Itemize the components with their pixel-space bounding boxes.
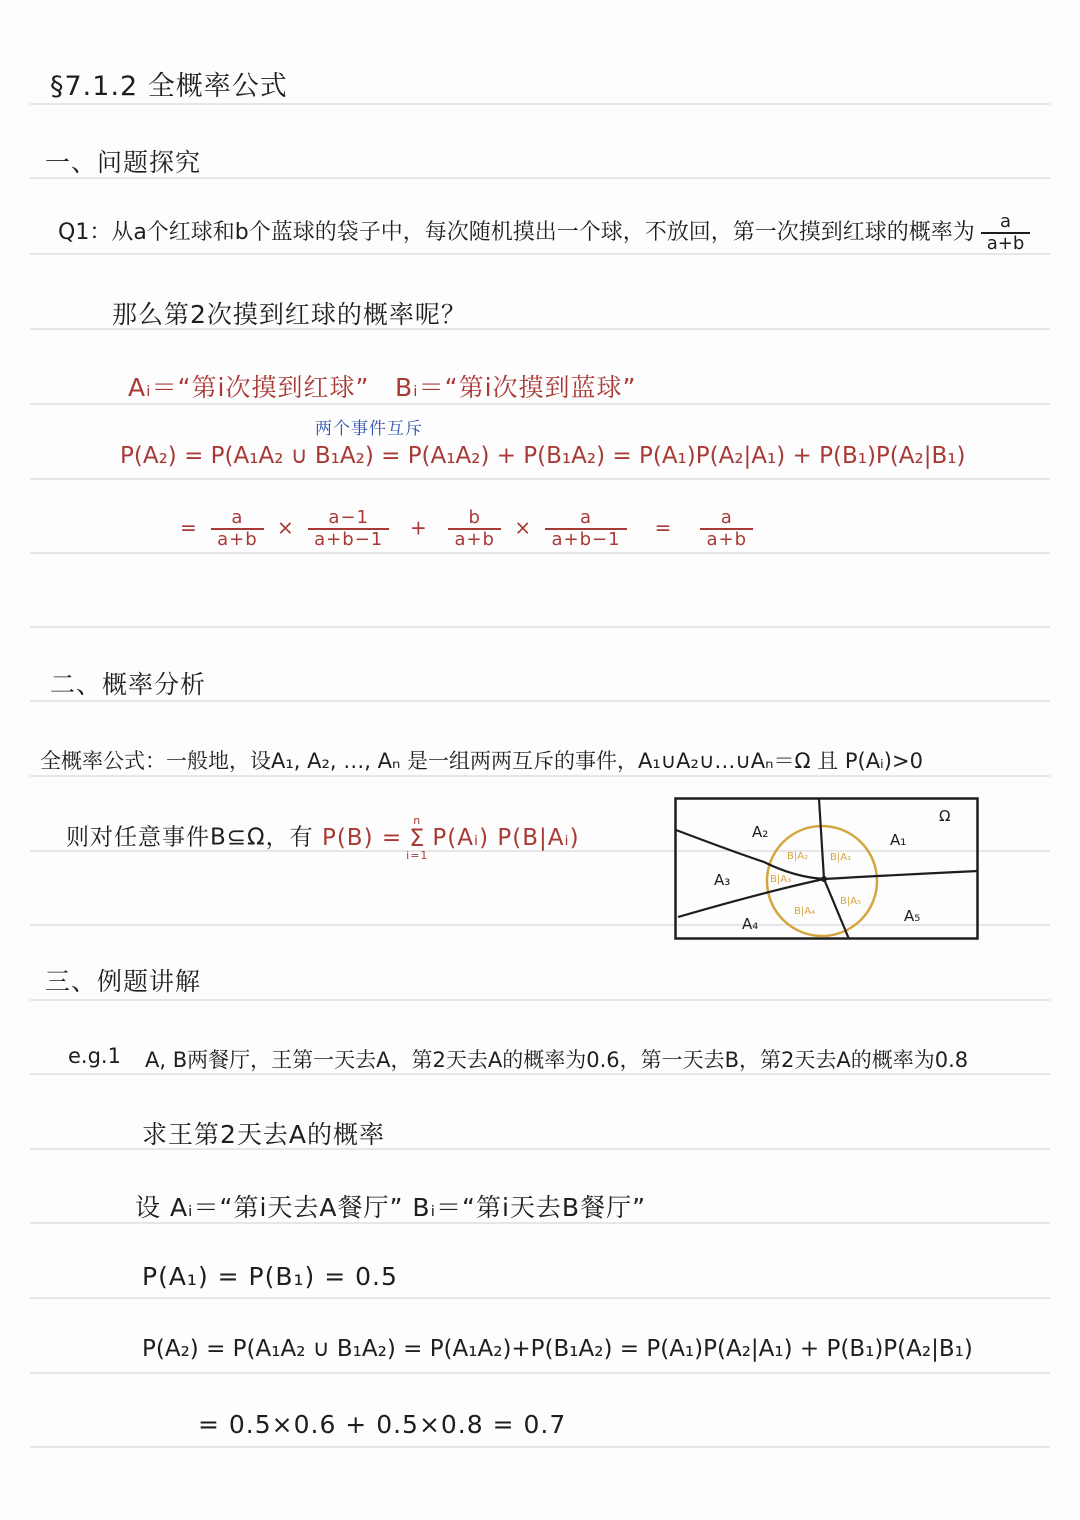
question-1 [58, 212, 1036, 254]
fraction [211, 508, 264, 550]
sum-upper: n [413, 814, 422, 827]
numerator: a [720, 507, 733, 528]
example-text: A, B两餐厅，王第一天去A，第2天去A的概率为0.6，第一天去B，第2天去A的概率为0.8 [145, 1048, 969, 1072]
sigma-icon: Σ [409, 824, 426, 852]
fraction [545, 508, 626, 550]
rule-line [30, 1372, 1050, 1374]
numerator: a−1 [328, 507, 369, 528]
inner-b-a2: B|A₂ [787, 851, 809, 862]
sample-space-box [676, 799, 978, 939]
denominator: a+b [211, 528, 264, 550]
page-title: §7.1.2 全概率公式 [50, 71, 288, 102]
region-a2: A₂ [752, 823, 769, 841]
rule-line [30, 103, 1050, 105]
inner-b-a5: B|A₅ [840, 896, 862, 907]
total-probability-definition: 全概率公式：一般地，设A₁, A₂, …, Aₙ 是一组两两互斥的事件，A₁∪A₂∪…∪Aₙ＝Ω 且 P(Aᵢ)>0 [40, 749, 923, 773]
rule-line [30, 552, 1050, 554]
example-total-probability: P(A₂) = P(A₁A₂ ∪ B₁A₂) = P(A₁A₂)+P(B₁A₂) = P(A₁)P(A₂|A₁) + P(B₁)P(A₂|B₁) [142, 1336, 973, 1362]
mutually-exclusive-note: 两个事件互斥 [315, 419, 423, 439]
formula-rhs: P(Aᵢ) P(B|Aᵢ) [432, 824, 580, 851]
section3-heading: 三、例题讲解 [45, 967, 202, 996]
denominator: a+b [448, 528, 501, 550]
inner-b-a4: B|A₄ [794, 906, 816, 917]
section2-heading: 二、概率分析 [50, 670, 207, 699]
fraction [308, 508, 389, 550]
section1-heading: 一、问题探究 [45, 148, 202, 177]
rule-line [30, 1446, 1050, 1448]
condition-text: 则对任意事件B⊆Ω，有 [66, 824, 314, 851]
total-probability-condition [66, 815, 580, 861]
rule-line [30, 775, 1050, 777]
fraction [981, 212, 1031, 254]
inner-b-a3: B|A₃ [770, 874, 792, 885]
fraction [700, 508, 753, 550]
example-label: e.g.1 [68, 1044, 121, 1068]
denominator: a+b [700, 528, 753, 550]
times: × [514, 515, 533, 540]
fraction [448, 508, 501, 550]
question-1-text: Q1：从a个红球和b个蓝球的袋子中，每次随机摸出一个球，不放回，第一次摸到红球的概率为 [58, 220, 975, 245]
numerator: a [231, 507, 244, 528]
example-prior: P(A₁) = P(B₁) = 0.5 [142, 1262, 398, 1291]
partition-line [824, 871, 978, 879]
inner-b-a1: B|A₁ [830, 852, 852, 863]
denominator: a+b [981, 232, 1031, 254]
omega-label: Ω [939, 807, 951, 825]
sum-lower: i=1 [406, 849, 429, 862]
equals: = [654, 515, 673, 540]
denominator: a+b−1 [545, 528, 626, 550]
region-a3: A₃ [714, 871, 731, 889]
denominator: a+b−1 [308, 528, 389, 550]
equals: = [180, 515, 198, 540]
times: × [277, 515, 295, 540]
formula-lhs: P(B) = [321, 824, 403, 851]
partition-diagram [674, 797, 980, 941]
equation-2 [180, 508, 759, 550]
rule-line [30, 626, 1050, 628]
summation [406, 815, 428, 861]
equation-1: P(A₂) = P(A₁A₂ ∪ B₁A₂) = P(A₁A₂) + P(B₁A₂) = P(A₁)P(A₂|A₁) + P(B₁)P(A₂|B₁) [120, 443, 966, 469]
rule-line [30, 1297, 1050, 1299]
region-a1: A₁ [890, 831, 907, 849]
partition-center [821, 876, 827, 882]
example-result: = 0.5×0.6 + 0.5×0.8 = 0.7 [198, 1410, 567, 1439]
total-probability-formula [321, 814, 580, 862]
definition-a: Aᵢ＝“第i次摸到红球” [128, 373, 370, 402]
rule-line [30, 478, 1050, 480]
question-1-line2: 那么第2次摸到红球的概率呢？ [112, 300, 467, 329]
example-question: 求王第2天去A的概率 [142, 1120, 386, 1149]
plus: + [409, 515, 428, 540]
example-definitions: 设 Aᵢ＝“第i天去A餐厅” Bᵢ＝“第i天去B餐厅” [135, 1193, 647, 1222]
region-a4: A₄ [742, 915, 759, 933]
definition-b: Bᵢ＝“第i次摸到蓝球” [395, 373, 637, 402]
region-a5: A₅ [904, 907, 921, 925]
numerator: a [1000, 211, 1012, 232]
rule-line [30, 999, 1050, 1001]
numerator: b [468, 507, 481, 528]
numerator: a [579, 507, 593, 528]
